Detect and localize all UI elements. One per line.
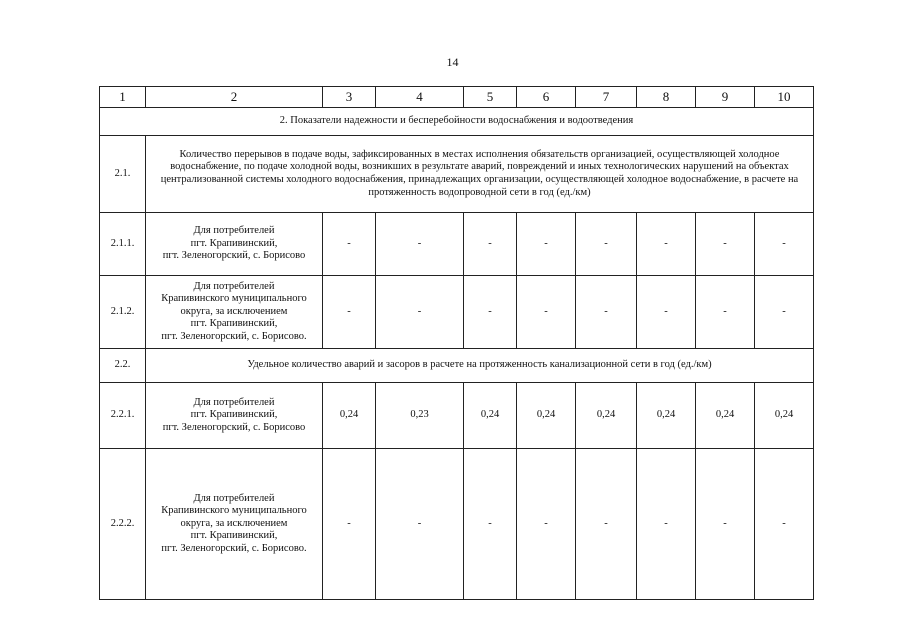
consumer-line: Крапивинского муниципального	[161, 505, 307, 517]
value-cell: 0,24	[696, 383, 755, 449]
table-row	[100, 213, 814, 276]
value-cell: 0,24	[576, 383, 637, 449]
consumer-line: Для потребителей	[193, 225, 275, 237]
column-number: 7	[576, 87, 637, 108]
table-row	[100, 136, 814, 213]
value-cell: -	[323, 449, 376, 600]
consumer-line: Для потребителей	[193, 280, 275, 292]
indicators-table	[99, 86, 814, 600]
column-number: 8	[637, 87, 696, 108]
value-cell: -	[755, 276, 814, 349]
indicator-description: Удельное количество аварий и засоров в расчете на протяженность канализационной сети в год (ед./км)	[146, 349, 814, 383]
consumer-group-cell	[146, 276, 323, 349]
value-cell: -	[376, 276, 464, 349]
value-cell: -	[755, 449, 814, 600]
row-number: 2.2.1.	[100, 383, 146, 449]
consumer-line: пгт. Крапивинский,	[190, 318, 278, 330]
consumer-line: Крапивинского муниципального	[161, 293, 307, 305]
column-number: 4	[376, 87, 464, 108]
value-cell: -	[755, 213, 814, 276]
page-number: 14	[446, 55, 459, 69]
value-cell: -	[464, 449, 517, 600]
value-cell: -	[696, 276, 755, 349]
consumer-line: пгт. Зеленогорский, с. Борисово	[162, 250, 306, 262]
row-number: 2.1.2.	[100, 276, 146, 349]
consumer-line: пгт. Зеленогорский, с. Борисово.	[161, 542, 307, 554]
value-cell: 0,24	[755, 383, 814, 449]
consumer-group-cell	[146, 449, 323, 600]
consumer-line: Для потребителей	[193, 492, 275, 504]
value-cell: -	[576, 276, 637, 349]
value-cell: 0,23	[376, 383, 464, 449]
column-number: 9	[696, 87, 755, 108]
value-cell: -	[517, 213, 576, 276]
row-number: 2.2.	[100, 349, 146, 383]
value-cell: -	[576, 449, 637, 600]
row-number: 2.2.2.	[100, 449, 146, 600]
value-cell: 0,24	[323, 383, 376, 449]
value-cell: -	[323, 276, 376, 349]
value-cell: -	[696, 213, 755, 276]
table-row	[100, 349, 814, 383]
value-cell: 0,24	[637, 383, 696, 449]
value-cell: 0,24	[517, 383, 576, 449]
value-cell: -	[376, 213, 464, 276]
value-cell: -	[576, 213, 637, 276]
value-cell: -	[696, 449, 755, 600]
consumer-line: округа, за исключением	[180, 305, 288, 317]
consumer-group-cell	[146, 383, 323, 449]
section-title: 2. Показатели надежности и бесперебойности водоснабжения и водоотведения	[100, 108, 814, 136]
consumer-line: Для потребителей	[193, 396, 275, 408]
column-number-row	[100, 87, 814, 108]
column-number: 5	[464, 87, 517, 108]
consumer-line: пгт. Крапивинский,	[190, 530, 278, 542]
value-cell: -	[517, 276, 576, 349]
column-number: 6	[517, 87, 576, 108]
value-cell: -	[376, 449, 464, 600]
value-cell: -	[464, 276, 517, 349]
value-cell: -	[637, 449, 696, 600]
consumer-line: пгт. Крапивинский,	[190, 409, 278, 421]
value-cell: -	[464, 213, 517, 276]
column-number: 1	[100, 87, 146, 108]
consumer-group-cell	[146, 213, 323, 276]
column-number: 10	[755, 87, 814, 108]
table-row	[100, 276, 814, 349]
column-number: 3	[323, 87, 376, 108]
value-cell: -	[517, 449, 576, 600]
consumer-line: округа, за исключением	[180, 517, 288, 529]
table-row	[100, 449, 814, 600]
row-number: 2.1.1.	[100, 213, 146, 276]
value-cell: -	[637, 276, 696, 349]
column-number: 2	[146, 87, 323, 108]
row-number: 2.1.	[100, 136, 146, 213]
value-cell: 0,24	[464, 383, 517, 449]
consumer-line: пгт. Крапивинский,	[190, 237, 278, 249]
value-cell: -	[323, 213, 376, 276]
value-cell: -	[637, 213, 696, 276]
consumer-line: пгт. Зеленогорский, с. Борисово	[162, 421, 306, 433]
consumer-line: пгт. Зеленогорский, с. Борисово.	[161, 330, 307, 342]
table-row	[100, 383, 814, 449]
section-header-row	[100, 108, 814, 136]
indicator-description: Количество перерывов в подаче воды, зафиксированных в местах исполнения обязательств организацией, осуществляющей холодное водоснабжение, по подаче холодной воды, возникших в результате аварий, повреждений и иных технологических нарушений на объектах централизованной системы холодного водоснабжения, принадлежащих организации, осуществляющей холодное водоснабжение, в расчете на протяженность водопроводной сети в год (ед./км)	[146, 136, 814, 213]
